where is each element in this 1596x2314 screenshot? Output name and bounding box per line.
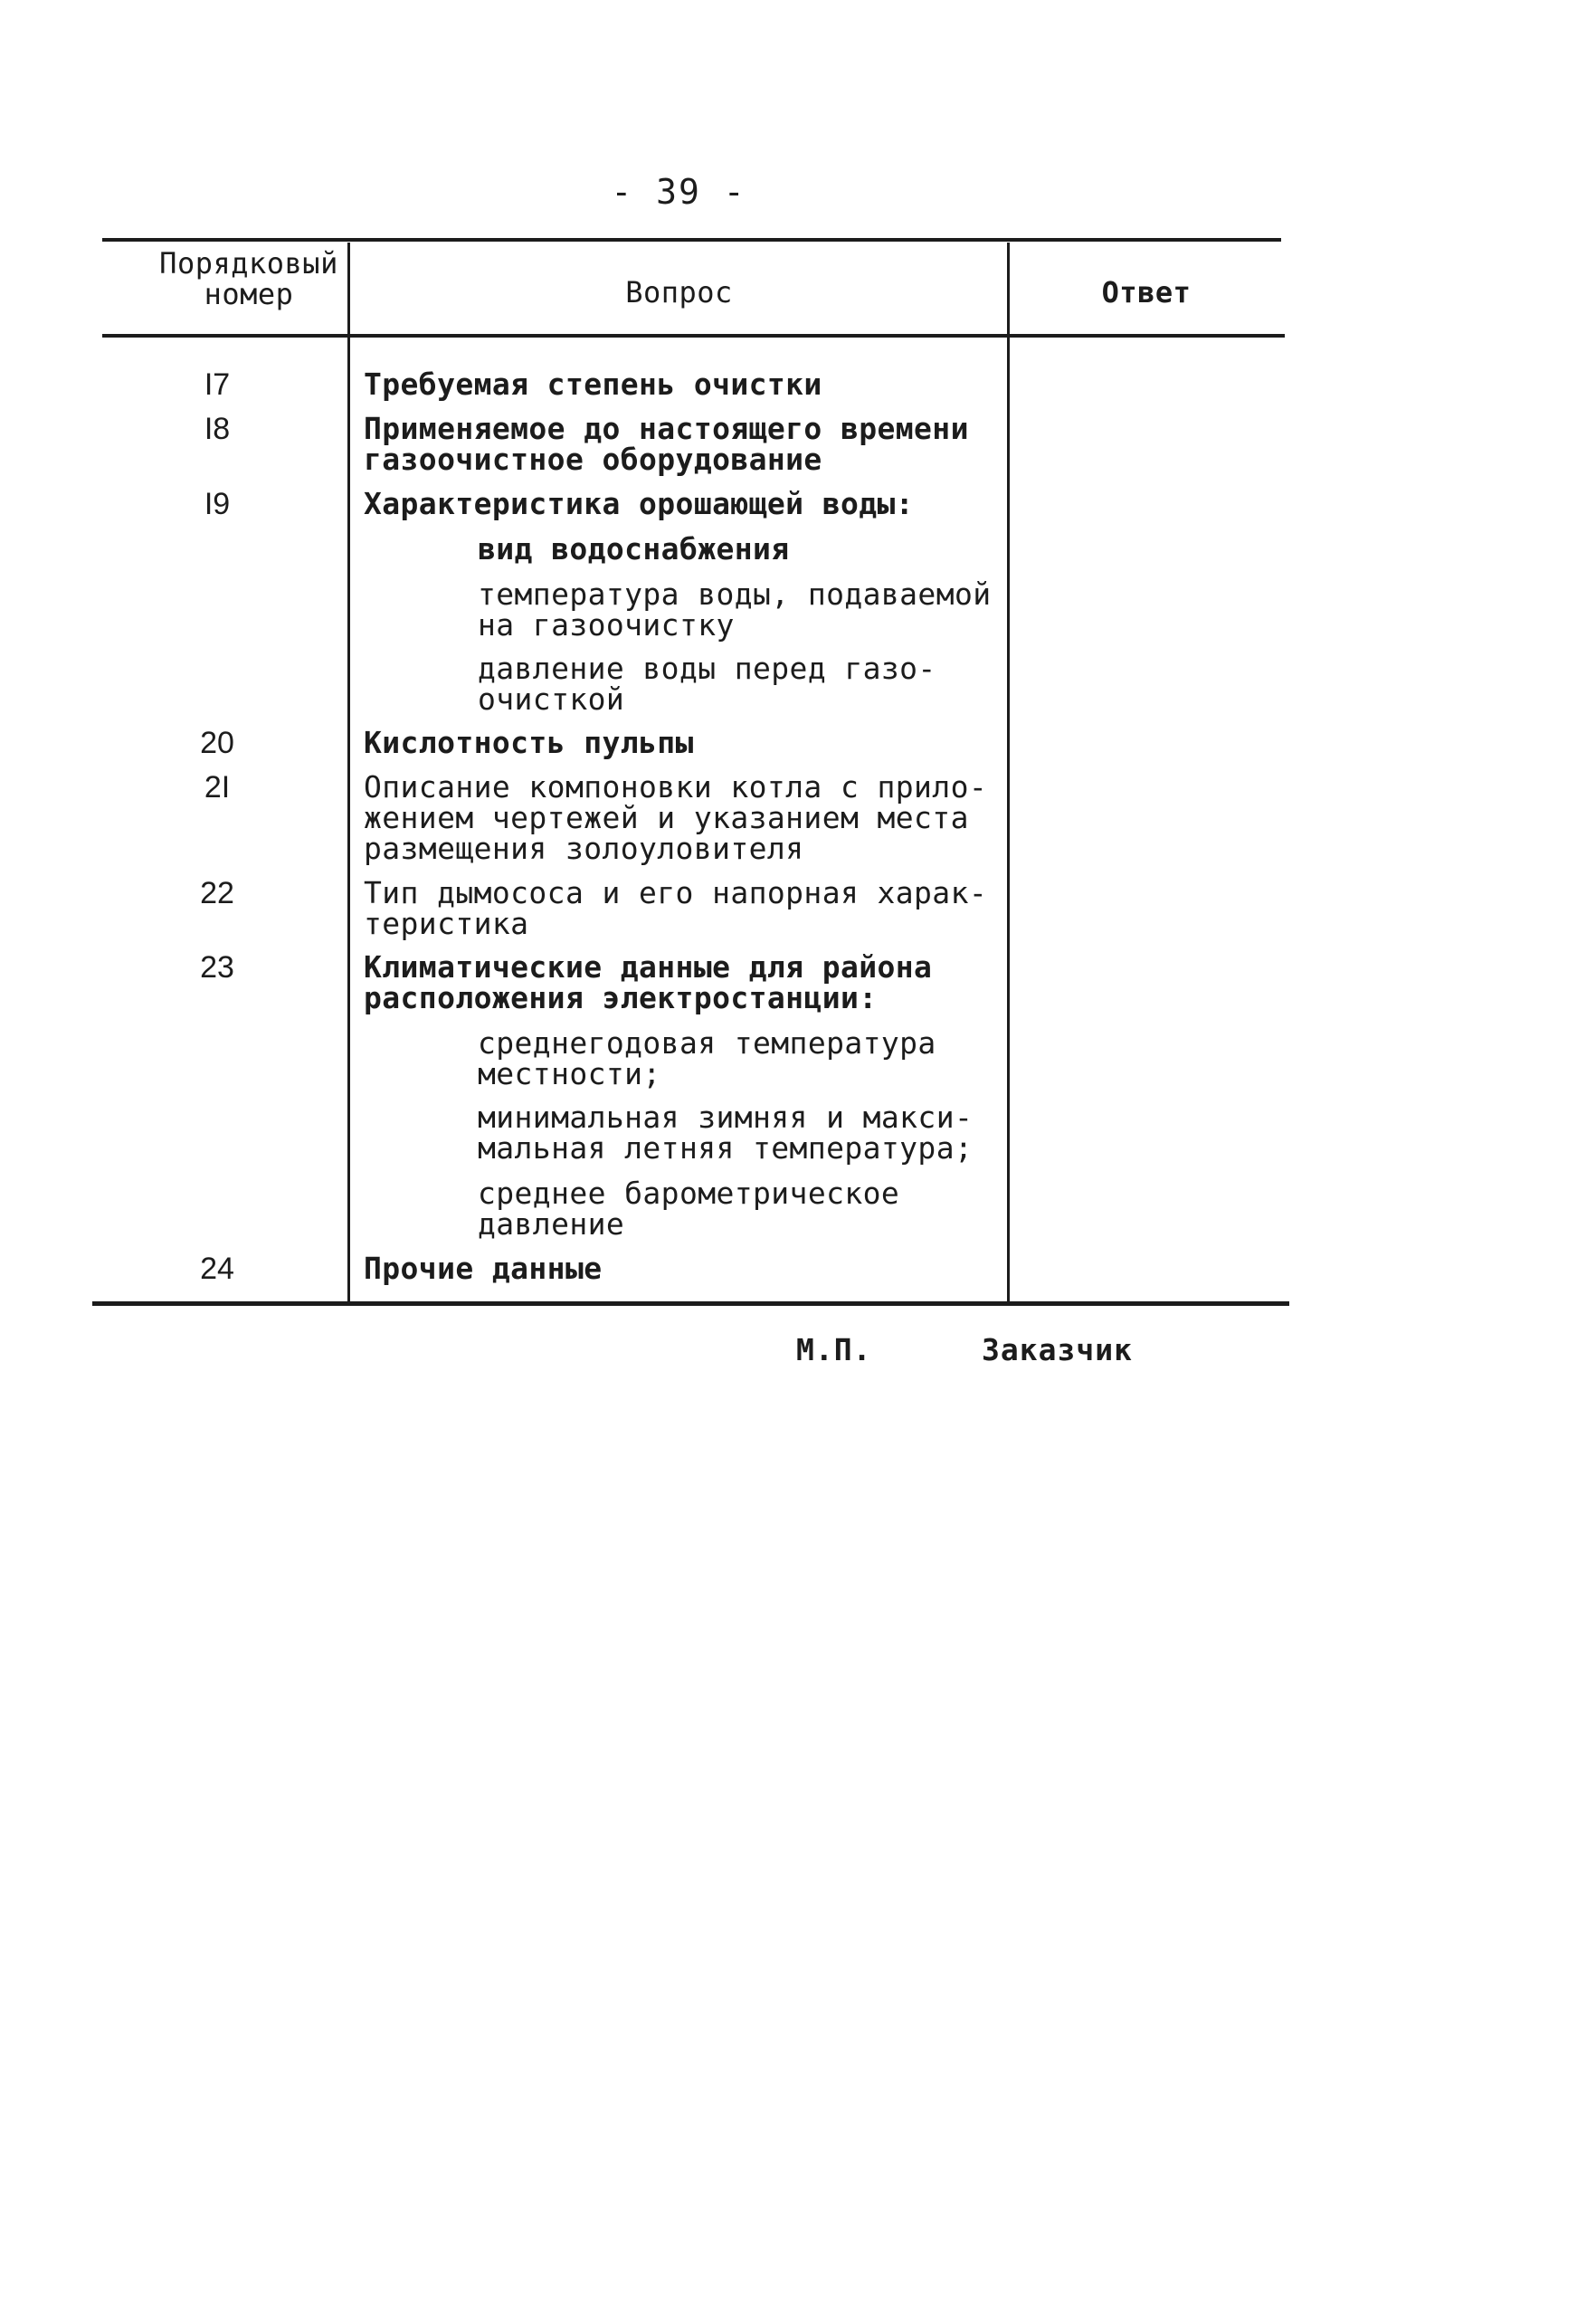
row-num: 20 <box>200 726 234 760</box>
table-header-rule <box>102 334 1285 338</box>
row-subitem: среднее барометрическое давление <box>478 1176 900 1242</box>
stamp-label: М.П. <box>796 1332 872 1367</box>
row-subitem: вид водоснабжения <box>478 531 790 567</box>
row-num: 23 <box>200 950 234 985</box>
row-question: Применяемое до настоящего времени газоочистное оборудование <box>364 411 969 477</box>
customer-label: Заказчик <box>982 1332 1133 1367</box>
row-subitem: температура воды, подаваемой на газоочистку <box>478 576 992 643</box>
header-number: Порядковый номер <box>159 246 338 311</box>
row-question: Описание компоновки котла с прило- жением чертежей и указанием места размещения золоуловителя <box>364 769 988 866</box>
row-question: Требуемая степень очистки <box>364 367 822 402</box>
row-num: I8 <box>204 412 231 446</box>
row-subitem: минимальная зимняя и макси- мальная летняя температура; <box>478 1100 974 1166</box>
column-divider-left <box>347 243 350 1303</box>
row-question: Кислотность пульпы <box>364 725 694 760</box>
row-num: 24 <box>200 1252 234 1286</box>
header-answer: Ответ <box>1101 275 1192 309</box>
header-question: Вопрос <box>625 275 733 309</box>
row-num: I7 <box>204 367 231 402</box>
table-top-rule <box>102 238 1281 242</box>
row-question: Климатические данные для района расположения электростанции: <box>364 949 933 1015</box>
row-num: 22 <box>200 876 234 910</box>
row-question: Прочие данные <box>364 1251 603 1286</box>
row-subitem: давление воды перед газо- очисткой <box>478 651 936 717</box>
page-number: - 39 - <box>611 172 746 212</box>
row-question: Характеристика орошающей воды: <box>364 486 915 521</box>
row-subitem: среднегодовая температура местности; <box>478 1025 936 1091</box>
table-bottom-rule <box>92 1301 1289 1306</box>
row-num: 2I <box>204 770 231 805</box>
row-num: I9 <box>204 487 231 521</box>
row-question: Тип дымососа и его напорная харак- теристика <box>364 875 988 941</box>
